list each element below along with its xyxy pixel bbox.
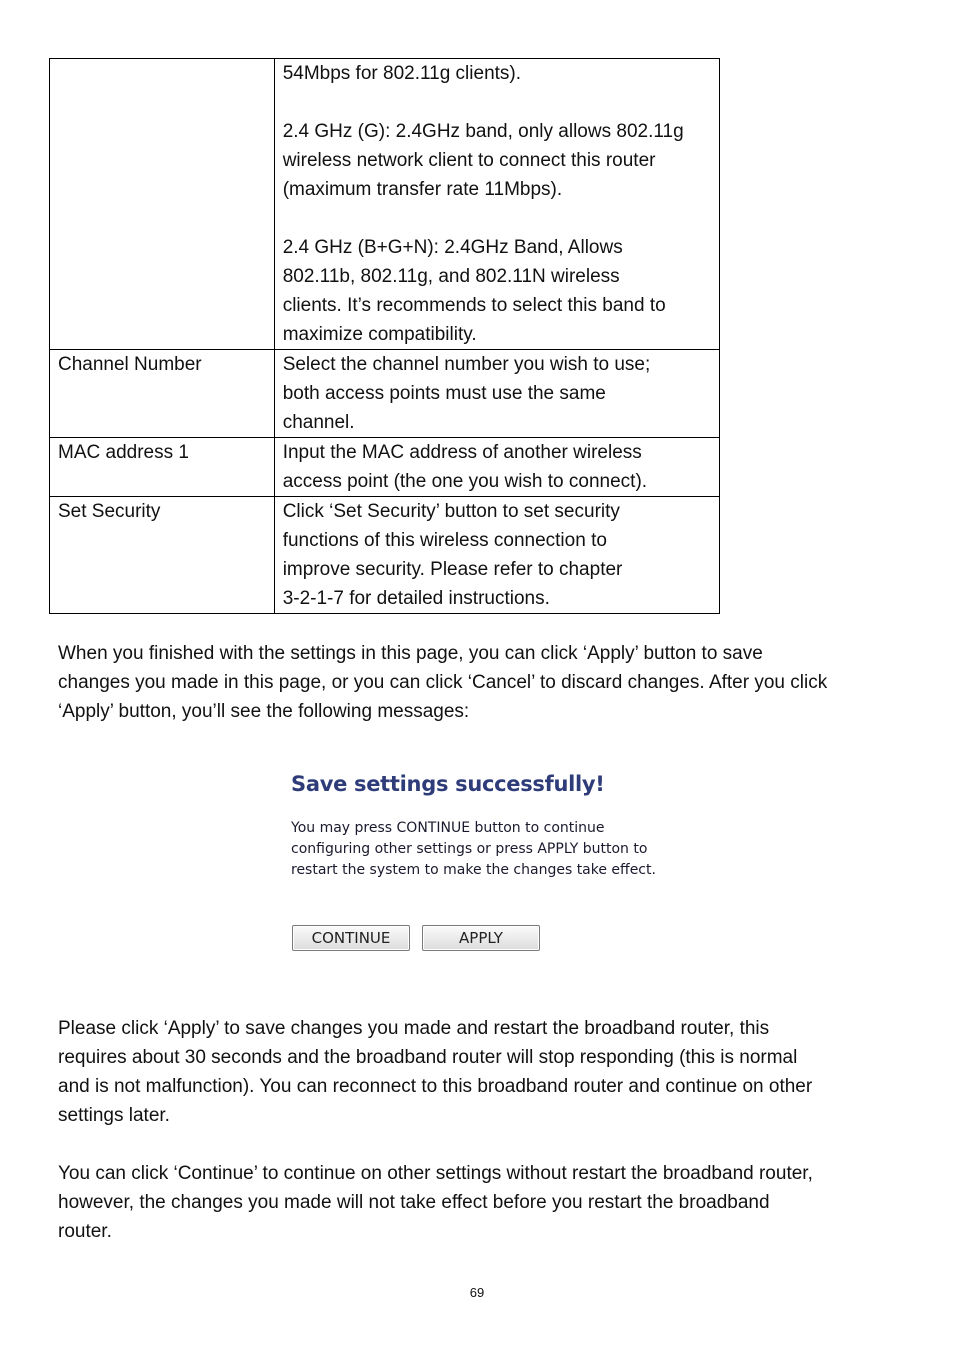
paragraph1-line: ‘Apply’ button, you’ll see the following messages: <box>58 701 470 722</box>
description-line: channel. <box>282 412 355 433</box>
save-success-message <box>291 818 661 881</box>
description-line: both access points must use the same <box>282 383 606 404</box>
paragraph2-line: Please click ‘Apply’ to save changes you made and restart the broadband router, this <box>58 1018 770 1039</box>
setting-name-cell: Set Security <box>50 497 275 614</box>
paragraph-gap <box>283 204 711 233</box>
setting-description-cell <box>274 59 719 350</box>
description-line: clients. It’s recommends to select this band to <box>282 295 666 316</box>
paragraph2-line: settings later. <box>58 1105 170 1126</box>
paragraph1-line: changes you made in this page, or you can click ‘Cancel’ to discard changes. After you click <box>58 672 828 693</box>
description-line: 2.4 GHz (B+G+N): 2.4GHz Band, Allows <box>282 237 623 258</box>
settings-table <box>49 58 720 614</box>
paragraph2-line: and is not malfunction). You can reconnect to this broadband router and continue on other <box>58 1076 813 1097</box>
paragraph2-line: requires about 30 seconds and the broadband router will stop responding (this is normal <box>58 1047 798 1068</box>
setting-name-cell: Channel Number <box>50 350 275 438</box>
description-line: maximize compatibility. <box>282 324 477 345</box>
setting-name-cell: MAC address 1 <box>50 438 275 497</box>
screenshot-button-row <box>292 925 540 951</box>
description-line: functions of this wireless connection to <box>282 530 607 551</box>
description-line: improve security. Please refer to chapter <box>282 559 623 580</box>
description-line: 54Mbps for 802.11g clients). <box>282 63 522 84</box>
setting-name-cell <box>50 59 275 350</box>
description-line: Input the MAC address of another wireless <box>282 442 642 463</box>
settings-table-body <box>50 59 720 614</box>
description-line: 3-2-1-7 for detailed instructions. <box>282 588 550 609</box>
paragraph3-line: router. <box>58 1221 112 1242</box>
continue-explanation-paragraph <box>58 1159 908 1246</box>
description-line: wireless network client to connect this router <box>282 150 656 171</box>
setting-description-cell <box>274 350 719 438</box>
paragraph-gap <box>283 88 711 117</box>
save-success-title: Save settings successfully! <box>291 772 605 796</box>
message-line: You may press CONTINUE button to continue <box>291 820 605 836</box>
table-row <box>50 497 720 614</box>
table-row <box>50 438 720 497</box>
description-line: access point (the one you wish to connect). <box>282 471 648 492</box>
continue-button[interactable]: CONTINUE <box>292 925 410 951</box>
message-line: restart the system to make the changes take effect. <box>291 862 656 878</box>
description-line: 802.11b, 802.11g, and 802.11N wireless <box>282 266 620 287</box>
page-number: 69 <box>469 1285 485 1300</box>
apply-button[interactable]: APPLY <box>422 925 540 951</box>
save-success-screenshot <box>291 768 671 947</box>
apply-restart-paragraph <box>58 1014 908 1130</box>
description-line: Click ‘Set Security’ button to set security <box>282 501 620 522</box>
table-row <box>50 59 720 350</box>
description-line: (maximum transfer rate 11Mbps). <box>282 179 563 200</box>
apply-instructions-paragraph <box>58 639 908 726</box>
message-line: configuring other settings or press APPLY button to <box>291 841 648 857</box>
table-row <box>50 350 720 438</box>
description-line: Select the channel number you wish to use; <box>282 354 651 375</box>
setting-description-cell <box>274 497 719 614</box>
paragraph3-line: You can click ‘Continue’ to continue on other settings without restart the broadband router, <box>58 1163 813 1184</box>
setting-description-cell <box>274 438 719 497</box>
description-line: 2.4 GHz (G): 2.4GHz band, only allows 802.11g <box>282 121 684 142</box>
paragraph3-line: however, the changes you made will not take effect before you restart the broadband <box>58 1192 770 1213</box>
paragraph1-line: When you finished with the settings in this page, you can click ‘Apply’ button to save <box>58 643 763 664</box>
